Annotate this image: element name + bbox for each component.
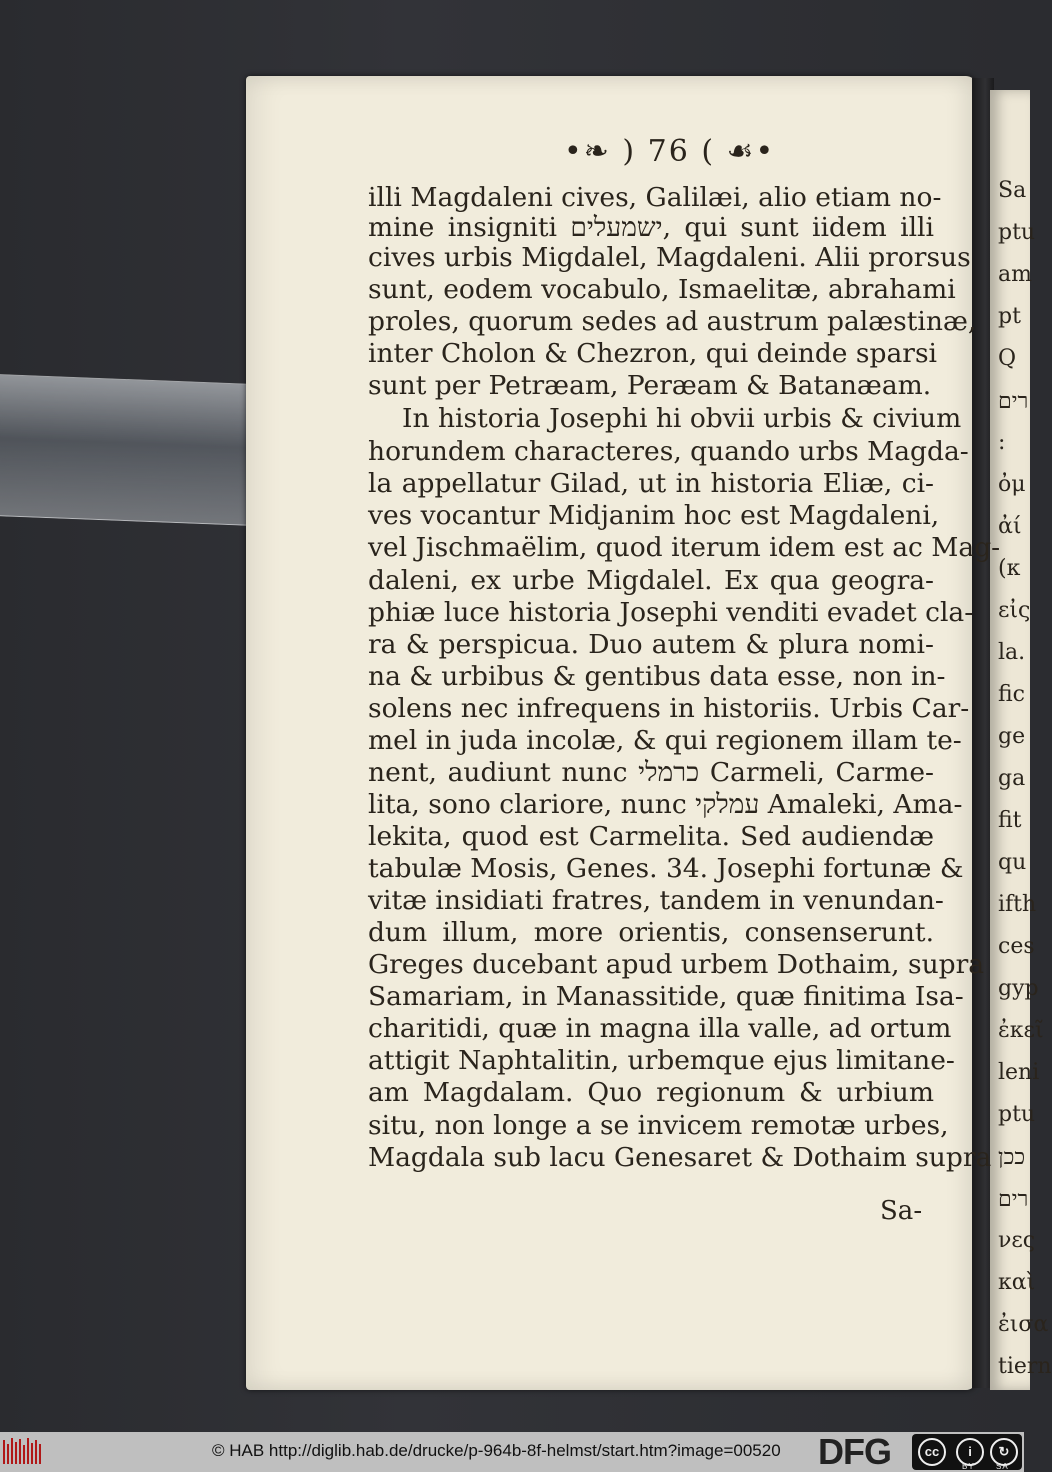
next-page-fragment: qu bbox=[998, 850, 1027, 875]
text-line: inter Cholon & Chezron, qui deinde sparsi bbox=[368, 338, 938, 369]
next-page-fragment: (κ bbox=[998, 556, 1021, 581]
text-line: sunt, eodem vocabulo, Ismaelitæ, abrahami bbox=[368, 274, 956, 305]
text-line: daleni, ex urbe Migdalel. Ex qua geogra- bbox=[368, 565, 934, 596]
next-page-fragment: fic bbox=[998, 682, 1025, 707]
by-icon: i bbox=[956, 1438, 984, 1466]
sa-icon: ↻ bbox=[990, 1438, 1018, 1466]
next-page-fragment: pt bbox=[998, 304, 1021, 329]
next-page-fragment: leni bbox=[998, 1060, 1040, 1085]
next-page-fragment: νες bbox=[998, 1228, 1036, 1253]
text-line: mine insigniti ישמעלים, qui sunt iidem illi bbox=[368, 212, 935, 243]
text-line: Samariam, in Manassitide, quæ finitima Isa- bbox=[368, 981, 964, 1012]
next-page-fragment: gyp bbox=[998, 976, 1039, 1001]
text-line: vitæ insidiati fratres, tandem in venundan- bbox=[368, 885, 944, 916]
next-page-fragment: ὀμ bbox=[998, 472, 1026, 497]
next-page-fragment: Sa bbox=[998, 178, 1027, 203]
text-line: am Magdalam. Quo regionum & urbium bbox=[368, 1077, 934, 1108]
text-line: proles, quorum sedes ad austrum palæstinæ, bbox=[368, 306, 977, 337]
text-line: illi Magdaleni cives, Galilæi, alio etiam no- bbox=[368, 182, 942, 213]
text-line: solens nec infrequens in historiis. Urbis Car- bbox=[368, 693, 970, 724]
text-line: vel Jischmaëlim, quod iterum idem est ac Mag- bbox=[368, 532, 1001, 563]
sa-label: SA bbox=[996, 1462, 1009, 1471]
text-line: Greges ducebant apud urbem Dothaim, supra bbox=[368, 949, 985, 980]
text-line: ves vocantur Midjanim hoc est Magdaleni, bbox=[368, 500, 940, 531]
text-line: sunt per Petræam, Peræam & Batanæam. bbox=[368, 370, 932, 401]
next-page-fragment: ἐισα bbox=[998, 1312, 1049, 1337]
next-page-fragment: ge bbox=[998, 724, 1026, 749]
next-page-fragment: ga bbox=[998, 766, 1026, 791]
next-page-fragment: ces bbox=[998, 934, 1035, 959]
text-line: lita, sono clariore, nunc עמלקי Amaleki, Ama- bbox=[368, 789, 963, 820]
text-line: na & urbibus & gentibus data esse, non in- bbox=[368, 661, 946, 692]
text-line: la appellatur Gilad, ut in historia Eliæ, ci- bbox=[368, 468, 934, 499]
catchword: Sa- bbox=[880, 1196, 923, 1226]
cc-icon: cc bbox=[918, 1438, 946, 1466]
text-line: situ, non longe a se invicem remotæ urbes, bbox=[368, 1110, 949, 1141]
next-page-fragment: ἀί bbox=[998, 514, 1022, 539]
text-line: tabulæ Mosis, Genes. 34. Josephi fortunæ & bbox=[368, 853, 964, 884]
text-line: horundem characteres, quando urbs Magda- bbox=[368, 436, 969, 467]
next-page-fragment: רים bbox=[998, 1187, 1029, 1212]
next-page-fragment: רים bbox=[998, 389, 1029, 414]
by-label: BY bbox=[962, 1462, 975, 1471]
text-line: ra & perspicua. Duo autem & plura nomi- bbox=[368, 629, 934, 660]
next-page-fragment: am bbox=[998, 262, 1032, 287]
text-line: Magdala sub lacu Genesaret & Dothaim supra bbox=[368, 1142, 992, 1173]
next-page-fragment: fit bbox=[998, 808, 1022, 833]
next-page-fragment: tiern bbox=[998, 1354, 1052, 1379]
hab-logo-icon bbox=[2, 1436, 46, 1468]
text-line: attigit Naphtalitin, urbemque ejus limitane- bbox=[368, 1045, 955, 1076]
dfg-logo: DFG bbox=[818, 1431, 891, 1472]
text-line: nent, audiunt nunc כרמלי Carmeli, Carme- bbox=[368, 757, 934, 788]
next-page-fragment: ifth bbox=[998, 892, 1037, 917]
text-line: In historia Josephi hi obvii urbis & civium bbox=[402, 403, 962, 434]
next-page-fragment: ptu bbox=[998, 1102, 1036, 1127]
cc-license-badge[interactable] bbox=[912, 1434, 1022, 1470]
next-page-fragment: καὶ bbox=[998, 1270, 1036, 1295]
text-line: cives urbis Migdalel, Magdaleni. Alii prorsus bbox=[368, 242, 971, 273]
next-page-fragment: la. bbox=[998, 640, 1026, 665]
next-page-fragment: ptu bbox=[998, 220, 1036, 245]
next-page-fragment: : bbox=[998, 430, 1006, 455]
text-line: phiæ luce historia Josephi venditi evadet cla- bbox=[368, 597, 974, 628]
footer-url[interactable]: © HAB http://diglib.hab.de/drucke/p-964b-8f-helmst/start.htm?image=00520 bbox=[212, 1441, 781, 1460]
text-line: mel in juda incolæ, & qui regionem illam te- bbox=[368, 725, 962, 756]
next-page-fragment: Q bbox=[998, 346, 1017, 371]
text-line: dum illum, more orientis, consenserunt. bbox=[368, 917, 934, 948]
text-line: charitidi, quæ in magna illa valle, ad ortum bbox=[368, 1013, 952, 1044]
next-page-fragment: ἐκεῖ bbox=[998, 1018, 1044, 1043]
text-line: lekita, quod est Carmelita. Sed audiendæ bbox=[368, 821, 934, 852]
next-page-fragment: εἰς bbox=[998, 598, 1031, 623]
next-page-fragment: ככן bbox=[998, 1145, 1026, 1170]
page-number-header: •❧ ) 76 ( ☙• bbox=[564, 134, 776, 169]
